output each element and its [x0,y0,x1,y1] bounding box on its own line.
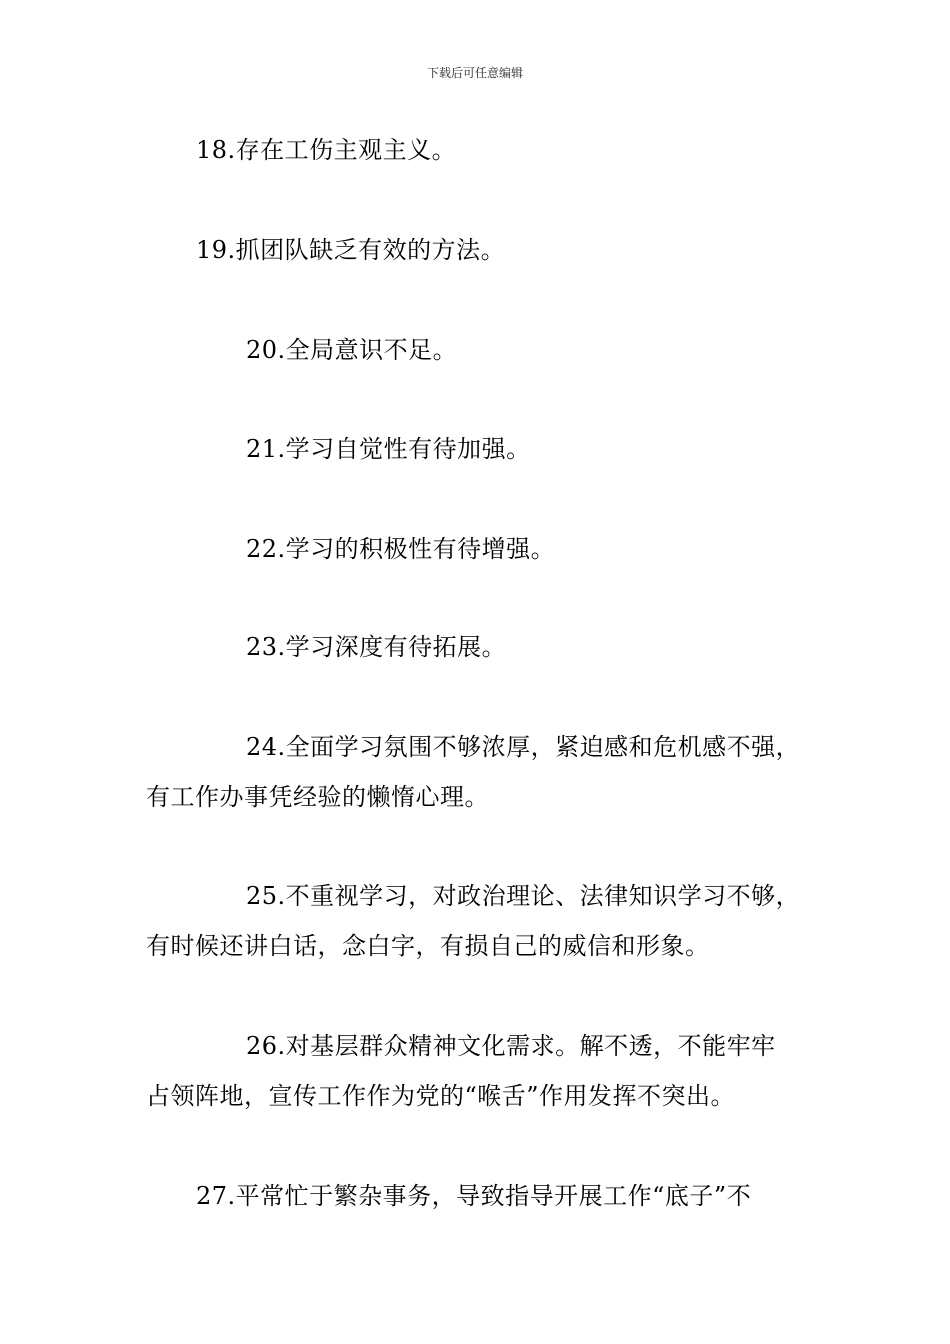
list-item-18: 18.存在工伤主观主义。 [196,136,457,164]
list-item-24-line-1: 24.全面学习氛围不够浓厚，紧迫感和危机感不强， [246,733,801,761]
list-item-20: 20.全局意识不足。 [246,336,458,364]
list-item-19: 19.抓团队缺乏有效的方法。 [196,236,506,264]
list-item-22: 22.学习的积极性有待增强。 [246,535,556,563]
list-item-25-line-2: 有时候还讲白话，念白字，有损自己的威信和形象。 [146,932,710,960]
list-item-27: 27.平常忙于繁杂事务，导致指导开展工作“底子”不 [196,1182,752,1210]
list-item-23: 23.学习深度有待拓展。 [246,633,507,661]
list-item-24-line-2: 有工作办事凭经验的懒惰心理。 [146,783,489,811]
list-item-26-line-2: 占领阵地，宣传工作作为党的“喉舌”作用发挥不突出。 [146,1082,736,1110]
list-item-26-line-1: 26.对基层群众精神文化需求。解不透，不能牢牢 [246,1032,776,1060]
list-item-25-line-1: 25.不重视学习，对政治理论、法律知识学习不够， [246,882,801,910]
list-item-21: 21.学习自觉性有待加强。 [246,435,531,463]
page-header: 下载后可任意编辑 [426,66,523,80]
